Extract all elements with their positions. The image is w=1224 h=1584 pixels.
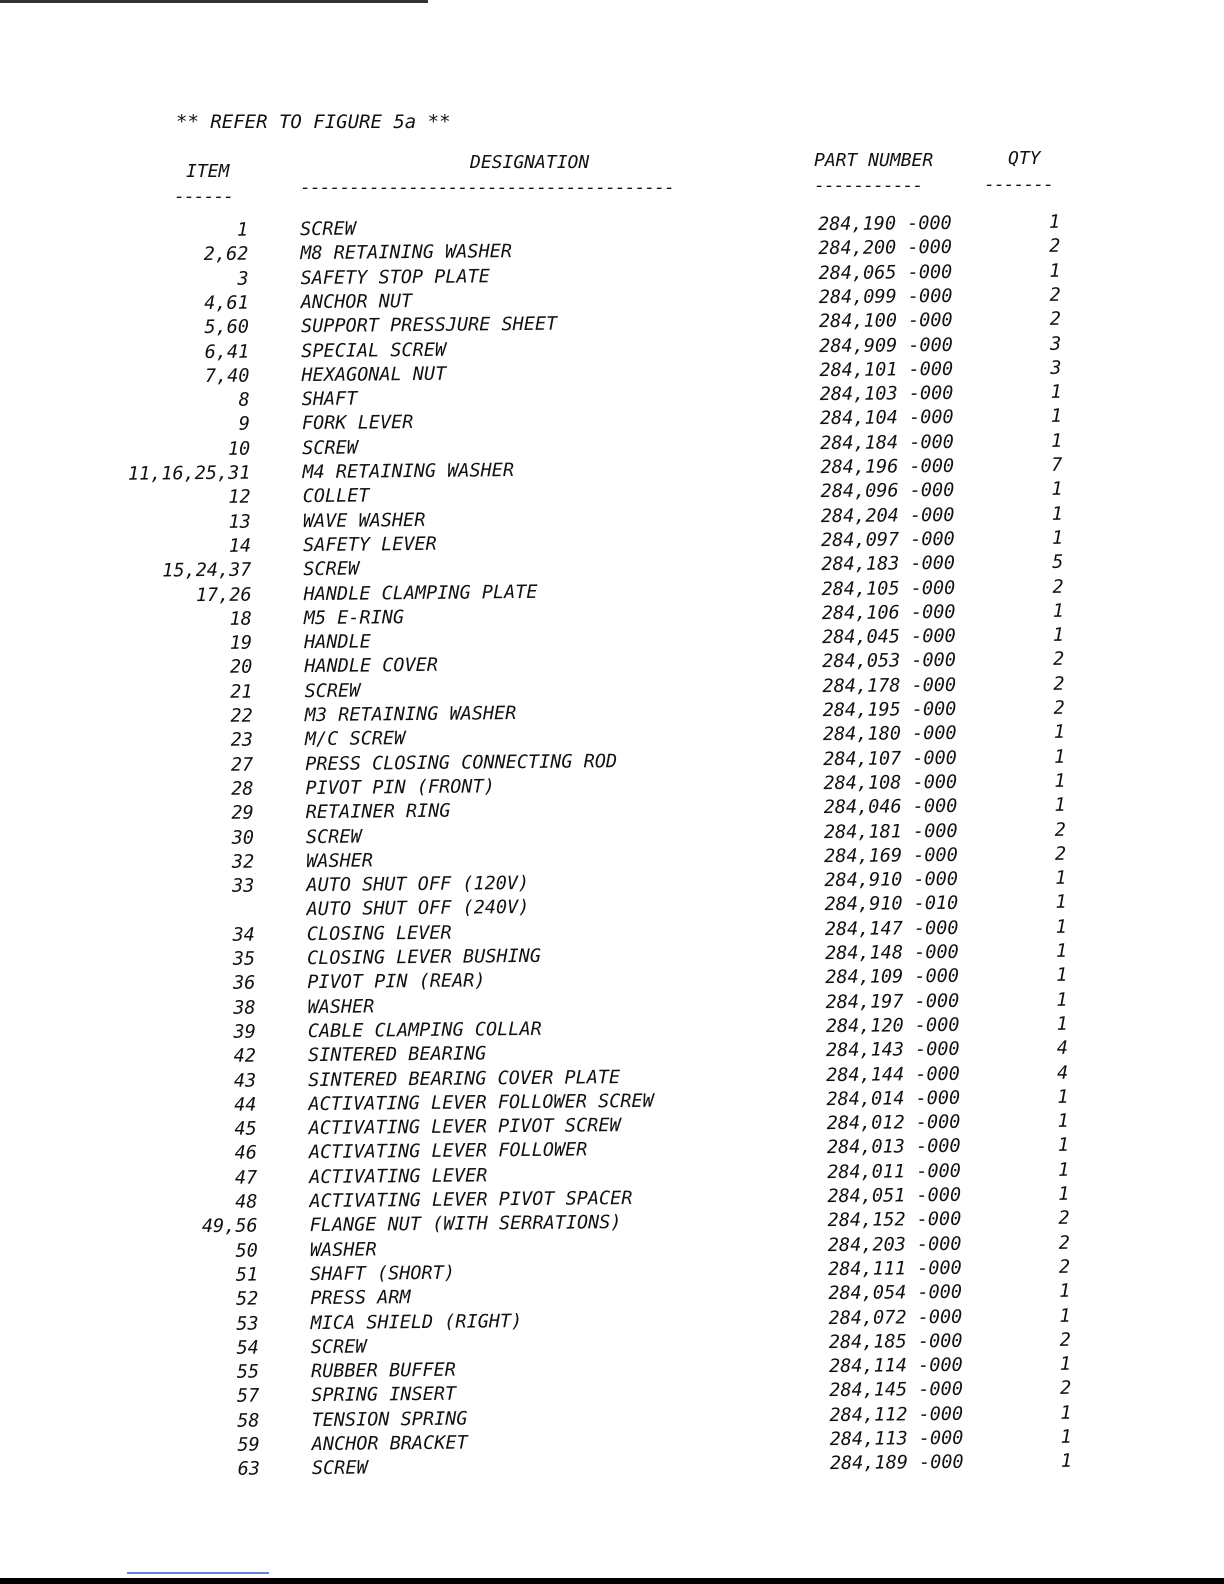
- designation-cell: SPECIAL SCREW: [301, 339, 447, 362]
- item-cell: 4,61: [204, 292, 249, 314]
- item-cell: 57: [236, 1385, 260, 1408]
- part-number-cell: 284,096 -000: [820, 480, 955, 503]
- item-cell: 45: [234, 1118, 257, 1140]
- designation-cell: SCREW: [305, 826, 362, 848]
- designation-cell: AUTO SHUT OFF (240V): [306, 897, 530, 921]
- qty-cell: 1: [1060, 1451, 1073, 1473]
- designation-cell: ANCHOR NUT: [300, 290, 413, 314]
- qty-cell: 4: [1056, 1062, 1069, 1084]
- part-number-cell: 284,114 -000: [828, 1354, 963, 1378]
- part-number-cell: 284,148 -000: [824, 941, 959, 965]
- part-number-cell: 284,054 -000: [828, 1282, 963, 1305]
- qty-cell: 2: [1049, 284, 1061, 306]
- qty-cell: 2: [1058, 1208, 1070, 1230]
- qty-cell: 1: [1054, 794, 1066, 817]
- header-item: ITEM: [186, 161, 230, 182]
- qty-cell: 2: [1053, 697, 1065, 719]
- part-number-cell: 284,072 -000: [828, 1306, 963, 1329]
- qty-cell: 1: [1059, 1353, 1072, 1375]
- qty-cell: 1: [1057, 1159, 1070, 1181]
- qty-cell: 7: [1051, 454, 1063, 476]
- item-cell: 28: [231, 778, 254, 800]
- designation-cell: WAVE WASHER: [302, 509, 426, 532]
- designation-cell: SINTERED BEARING COVER PLATE: [308, 1066, 621, 1091]
- designation-cell: SCREW: [302, 437, 358, 459]
- part-number-cell: 284,101 -000: [819, 358, 954, 381]
- part-number-cell: 284,143 -000: [825, 1039, 960, 1062]
- part-number-cell: 284,144 -000: [826, 1063, 960, 1086]
- part-number-cell: 284,178 -000: [822, 674, 957, 697]
- designation-cell: HANDLE CLAMPING PLATE: [303, 581, 538, 605]
- item-cell: 42: [233, 1045, 257, 1067]
- designation-cell: ACTIVATING LEVER PIVOT SCREW: [308, 1115, 621, 1140]
- part-number-cell: 284,103 -000: [819, 382, 954, 406]
- item-cell: 48: [235, 1191, 258, 1213]
- part-number-cell: 284,109 -000: [825, 966, 960, 989]
- scan-edge-top: [0, 0, 428, 3]
- part-number-cell: 284,190 -000: [817, 212, 952, 236]
- part-number-cell: 284,181 -000: [823, 820, 958, 843]
- part-number-cell: 284,014 -000: [826, 1087, 961, 1110]
- item-cell: 12: [228, 486, 251, 509]
- part-number-cell: 284,910 -000: [824, 868, 959, 892]
- designation-cell: SINTERED BEARING: [307, 1043, 487, 1067]
- qty-cell: 1: [1056, 989, 1068, 1011]
- rule-part-number: -----------: [814, 175, 923, 196]
- qty-cell: 1: [1053, 722, 1066, 744]
- part-number-cell: 284,097 -000: [820, 528, 955, 552]
- designation-cell: AUTO SHUT OFF (120V): [306, 873, 530, 897]
- designation-cell: SHAFT: [301, 388, 358, 411]
- qty-cell: 1: [1052, 624, 1065, 647]
- designation-cell: SCREW: [304, 680, 361, 702]
- qty-cell: 1: [1060, 1426, 1072, 1448]
- part-number-cell: 284,196 -000: [820, 455, 955, 479]
- designation-cell: CLOSING LEVER: [306, 922, 452, 945]
- item-cell: 58: [237, 1410, 260, 1432]
- item-cell: 49,56: [201, 1215, 258, 1238]
- qty-cell: 1: [1050, 381, 1062, 404]
- item-cell: 5,60: [204, 316, 250, 339]
- qty-cell: 2: [1049, 309, 1062, 331]
- qty-cell: 1: [1059, 1280, 1071, 1303]
- part-number-cell: 284,113 -000: [829, 1427, 964, 1451]
- part-number-cell: 284,204 -000: [820, 504, 955, 527]
- part-number-cell: 284,195 -000: [822, 698, 957, 722]
- header-qty: QTY: [1008, 148, 1041, 169]
- part-number-cell: 284,107 -000: [823, 747, 957, 770]
- part-number-cell: 284,011 -000: [827, 1160, 961, 1183]
- designation-cell: FLANGE NUT (WITH SERRATIONS): [309, 1212, 622, 1237]
- qty-cell: 1: [1059, 1305, 1071, 1327]
- item-cell: 47: [234, 1167, 258, 1189]
- designation-cell: SCREW: [310, 1336, 367, 1358]
- part-number-cell: 284,046 -000: [823, 796, 958, 819]
- parts-table: [0, 210, 1224, 1481]
- part-number-cell: 284,065 -000: [818, 261, 953, 284]
- item-cell: 3: [237, 268, 249, 290]
- part-number-cell: 284,013 -000: [826, 1136, 961, 1159]
- rule-designation: --------------------------------------: [300, 177, 674, 198]
- qty-cell: 3: [1049, 333, 1062, 355]
- part-number-cell: 284,180 -000: [822, 723, 957, 746]
- qty-cell: 1: [1057, 1086, 1069, 1108]
- part-number-cell: 284,045 -000: [821, 625, 956, 649]
- qty-cell: 2: [1058, 1232, 1070, 1254]
- item-cell: 10: [227, 438, 251, 460]
- designation-cell: WASHER: [307, 996, 375, 1018]
- qty-cell: 1: [1053, 746, 1066, 768]
- scan-mark: [127, 1572, 269, 1574]
- item-cell: 1: [236, 219, 249, 241]
- item-cell: 23: [230, 729, 254, 752]
- qty-cell: 1: [1052, 600, 1064, 622]
- part-number-cell: 284,100 -000: [818, 310, 953, 333]
- item-cell: 21: [230, 681, 253, 703]
- part-number-cell: 284,189 -000: [829, 1452, 964, 1475]
- designation-cell: SCREW: [311, 1457, 368, 1480]
- qty-cell: 2: [1053, 649, 1065, 671]
- item-cell: 55: [236, 1361, 260, 1383]
- qty-cell: 1: [1056, 965, 1068, 987]
- qty-cell: 1: [1055, 892, 1067, 914]
- item-cell: 15,24,37: [162, 559, 252, 582]
- qty-cell: 1: [1051, 479, 1063, 501]
- qty-cell: 2: [1052, 576, 1064, 598]
- item-cell: 63: [237, 1458, 261, 1481]
- part-number-cell: 284,200 -000: [818, 237, 953, 260]
- figure-reference: ** REFER TO FIGURE 5a **: [176, 111, 451, 133]
- designation-cell: MICA SHIELD (RIGHT): [310, 1310, 523, 1334]
- item-cell: 50: [235, 1240, 258, 1262]
- designation-cell: SPRING INSERT: [311, 1384, 457, 1407]
- qty-cell: 2: [1053, 673, 1065, 695]
- item-cell: 36: [232, 972, 256, 995]
- designation-cell: SCREW: [303, 558, 360, 581]
- part-number-cell: 284,106 -000: [821, 601, 956, 624]
- item-cell: 34: [232, 924, 255, 946]
- item-cell: 13: [228, 511, 251, 533]
- qty-cell: 1: [1057, 1110, 1069, 1132]
- part-number-cell: 284,197 -000: [825, 990, 960, 1013]
- designation-cell: HANDLE COVER: [304, 655, 439, 678]
- header-designation: DESIGNATION: [470, 152, 590, 173]
- qty-cell: 2: [1054, 819, 1066, 841]
- qty-cell: 1: [1051, 503, 1063, 525]
- item-cell: 6,41: [204, 341, 250, 363]
- designation-cell: SAFETY STOP PLATE: [300, 265, 491, 289]
- item-cell: 18: [229, 608, 252, 630]
- part-number-cell: 284,099 -000: [818, 285, 953, 309]
- designation-cell: SAFETY LEVER: [303, 533, 437, 556]
- designation-cell: M/C SCREW: [304, 728, 406, 751]
- qty-cell: 5: [1052, 551, 1064, 574]
- part-number-cell: 284,145 -000: [829, 1379, 964, 1402]
- qty-cell: 1: [1049, 260, 1061, 282]
- item-cell: 51: [235, 1264, 259, 1286]
- qty-cell: 1: [1050, 430, 1063, 452]
- qty-cell: 1: [1056, 1013, 1068, 1035]
- part-number-cell: 284,147 -000: [824, 917, 959, 940]
- designation-cell: RETAINER RING: [305, 800, 451, 824]
- qty-cell: 1: [1054, 770, 1066, 792]
- qty-cell: 1: [1058, 1183, 1070, 1205]
- part-number-cell: 284,112 -000: [829, 1403, 964, 1426]
- part-number-cell: 284,184 -000: [820, 431, 954, 454]
- item-cell: 27: [230, 754, 254, 776]
- qty-cell: 4: [1056, 1037, 1069, 1060]
- designation-cell: ACTIVATING LEVER: [309, 1165, 488, 1188]
- item-cell: 39: [233, 1021, 256, 1043]
- item-cell: 20: [229, 656, 253, 679]
- item-cell: 43: [233, 1070, 257, 1092]
- part-number-cell: 284,120 -000: [825, 1014, 960, 1038]
- item-cell: 29: [231, 802, 254, 824]
- designation-cell: PRESS ARM: [310, 1287, 411, 1310]
- item-cell: 9: [238, 414, 251, 436]
- designation-cell: PIVOT PIN (FRONT): [305, 776, 495, 799]
- designation-cell: M4 RETAINING WASHER: [302, 460, 515, 484]
- part-number-cell: 284,104 -000: [819, 407, 954, 430]
- designation-cell: M5 E-RING: [303, 606, 405, 629]
- designation-cell: M3 RETAINING WASHER: [304, 703, 517, 727]
- designation-cell: ACTIVATING LEVER FOLLOWER: [308, 1139, 588, 1164]
- part-number-cell: 284,105 -000: [821, 577, 956, 600]
- item-cell: 59: [237, 1434, 260, 1456]
- part-number-cell: 284,185 -000: [828, 1330, 963, 1353]
- qty-cell: 2: [1060, 1378, 1072, 1400]
- qty-cell: 3: [1050, 357, 1062, 379]
- item-cell: 11,16,25,31: [127, 462, 251, 485]
- designation-cell: FORK LEVER: [301, 412, 414, 435]
- designation-cell: SCREW: [299, 218, 356, 241]
- part-number-cell: 284,203 -000: [827, 1233, 962, 1256]
- qty-cell: 1: [1060, 1402, 1072, 1424]
- designation-cell: ACTIVATING LEVER FOLLOWER SCREW: [308, 1090, 654, 1115]
- qty-cell: 2: [1054, 843, 1067, 865]
- designation-cell: HANDLE: [303, 631, 371, 654]
- designation-cell: WASHER: [309, 1239, 377, 1261]
- designation-cell: M8 RETAINING WASHER: [300, 241, 513, 265]
- qty-cell: 2: [1058, 1256, 1071, 1278]
- designation-cell: PRESS CLOSING CONNECTING ROD: [305, 750, 618, 775]
- part-number-cell: 284,910 -010: [824, 893, 959, 916]
- designation-cell: SUPPORT PRESSJURE SHEET: [300, 313, 558, 338]
- part-number-cell: 284,012 -000: [826, 1111, 961, 1135]
- qty-cell: 1: [1051, 527, 1064, 549]
- item-cell: 44: [234, 1094, 257, 1116]
- item-cell: 7,40: [204, 365, 250, 387]
- part-number-cell: 284,108 -000: [823, 771, 958, 795]
- item-cell: 14: [228, 535, 252, 557]
- part-number-cell: 284,169 -000: [824, 844, 958, 867]
- header-part-number: PART NUMBER: [814, 150, 934, 171]
- designation-cell: WASHER: [306, 850, 374, 872]
- item-cell: 54: [236, 1337, 259, 1359]
- qty-cell: 1: [1048, 211, 1061, 233]
- item-cell: 35: [232, 948, 256, 970]
- designation-cell: CLOSING LEVER BUSHING: [306, 945, 542, 970]
- item-cell: 30: [231, 827, 255, 849]
- qty-cell: 1: [1050, 406, 1063, 428]
- rule-qty: -------: [984, 174, 1053, 195]
- item-cell: 2,62: [203, 243, 249, 266]
- qty-cell: 1: [1057, 1135, 1070, 1157]
- qty-cell: 1: [1055, 916, 1067, 938]
- part-number-cell: 284,053 -000: [822, 650, 957, 673]
- part-number-cell: 284,051 -000: [827, 1184, 962, 1208]
- designation-cell: RUBBER BUFFER: [310, 1359, 456, 1383]
- qty-cell: 2: [1059, 1329, 1071, 1351]
- designation-cell: TENSION SPRING: [311, 1408, 468, 1431]
- designation-cell: ANCHOR BRACKET: [311, 1432, 468, 1456]
- item-cell: 52: [235, 1288, 259, 1310]
- part-number-cell: 284,152 -000: [827, 1209, 962, 1232]
- designation-cell: COLLET: [302, 485, 370, 508]
- part-number-cell: 284,909 -000: [819, 334, 953, 357]
- designation-cell: ACTIVATING LEVER PIVOT SPACER: [309, 1187, 633, 1213]
- item-cell: 53: [236, 1313, 259, 1335]
- item-cell: 22: [230, 705, 253, 727]
- designation-cell: HEXAGONAL NUT: [301, 363, 447, 386]
- item-cell: 17,26: [195, 584, 252, 606]
- designation-cell: PIVOT PIN (REAR): [307, 970, 486, 994]
- qty-cell: 1: [1055, 867, 1067, 889]
- item-cell: 38: [233, 997, 256, 1019]
- item-cell: 32: [231, 851, 255, 873]
- part-number-cell: 284,111 -000: [827, 1257, 962, 1280]
- designation-cell: SHAFT (SHORT): [310, 1262, 456, 1285]
- part-number-cell: 284,183 -000: [821, 553, 956, 576]
- item-cell: 8: [238, 389, 250, 411]
- qty-cell: 1: [1055, 940, 1068, 962]
- item-cell: 33: [232, 875, 255, 897]
- qty-cell: 2: [1049, 236, 1061, 258]
- rule-item: ------: [174, 186, 234, 207]
- designation-cell: CABLE CLAMPING COLLAR: [307, 1018, 542, 1042]
- item-cell: 19: [229, 632, 253, 654]
- item-cell: 46: [234, 1142, 258, 1165]
- scan-edge-bottom: [0, 1578, 1224, 1584]
